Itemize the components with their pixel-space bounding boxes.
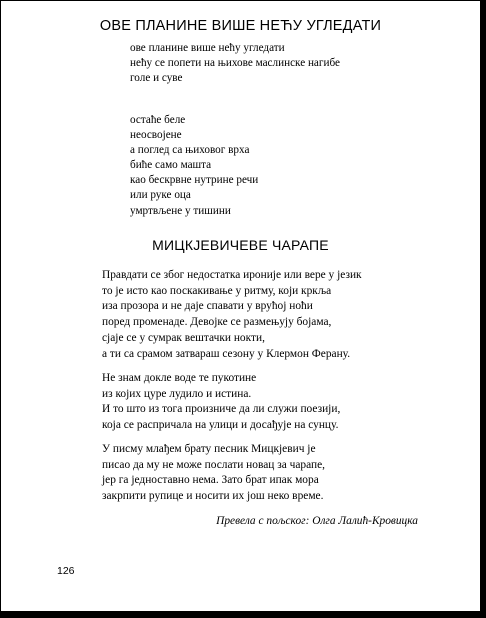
- verse-line: сјаје се у сумрак вештачки нокти,: [102, 331, 265, 344]
- stanza: [102, 268, 362, 362]
- verse-line: из којих цуре лудило и истина.: [102, 387, 252, 400]
- verse-line: У писму млађем брату песник Мицкјевич је: [102, 443, 316, 455]
- verse-line: јер га једноставно нема. Зато брат ипак мора: [102, 474, 319, 487]
- verse-line: неосвојене: [130, 129, 182, 142]
- verse-line: нећу се попети на њихове маслинске нагибе: [130, 57, 340, 70]
- verse-line: то је исто као поскакивање у ритму, који кркља: [102, 284, 332, 297]
- translator-credit: Превела с пољског: Олга Лалић-Кровицка: [216, 515, 418, 527]
- page-number: 126: [57, 565, 75, 577]
- verse-line: или руке оца: [130, 189, 191, 202]
- verse-line: поред променаде. Девојке се размењују бојама,: [102, 316, 332, 329]
- verse-line: која се распричала на улици и досађује на сунцу.: [102, 419, 339, 432]
- stanza: [102, 442, 325, 505]
- verse-line: ове планине више нећу угледати: [130, 42, 285, 54]
- verse-line: голе и суве: [130, 72, 183, 85]
- verse-line: умртвљене у тишини: [130, 204, 231, 217]
- verse-line: И то што из тога произниче да ли служи поезији,: [102, 403, 341, 416]
- verse-line: а ти са срамом затвараш сезону у Клермон Ферану.: [102, 347, 351, 360]
- verse-line: биће само машта: [130, 159, 212, 172]
- verse-line: закрпити рупице и носити их још неко време.: [102, 490, 324, 503]
- poem-title: ОВЕ ПЛАНИНЕ ВИШЕ НЕЋУ УГЛЕДАТИ: [99, 18, 382, 34]
- verse-line: као бескрвне нутрине речи: [130, 174, 259, 187]
- verse-line: Правдати се због недостатка ироније или вере у језик: [102, 269, 362, 281]
- verse-line: писао да му не може послати новац за чарапе,: [102, 458, 325, 471]
- verse-line: иза прозора и не даје спавати у врућој ноћи: [102, 300, 313, 313]
- stanza: [102, 371, 340, 434]
- stanza: [130, 41, 340, 86]
- verse-line: Не знам докле воде те пукотине: [102, 372, 257, 384]
- stanza: [130, 113, 258, 219]
- poem-title: МИЦКЈЕВИЧЕВЕ ЧАРАПЕ: [152, 237, 329, 253]
- verse-line: остаће беле: [130, 114, 186, 126]
- page: [1, 1, 480, 611]
- verse-line: а поглед са њиховог врха: [130, 144, 250, 157]
